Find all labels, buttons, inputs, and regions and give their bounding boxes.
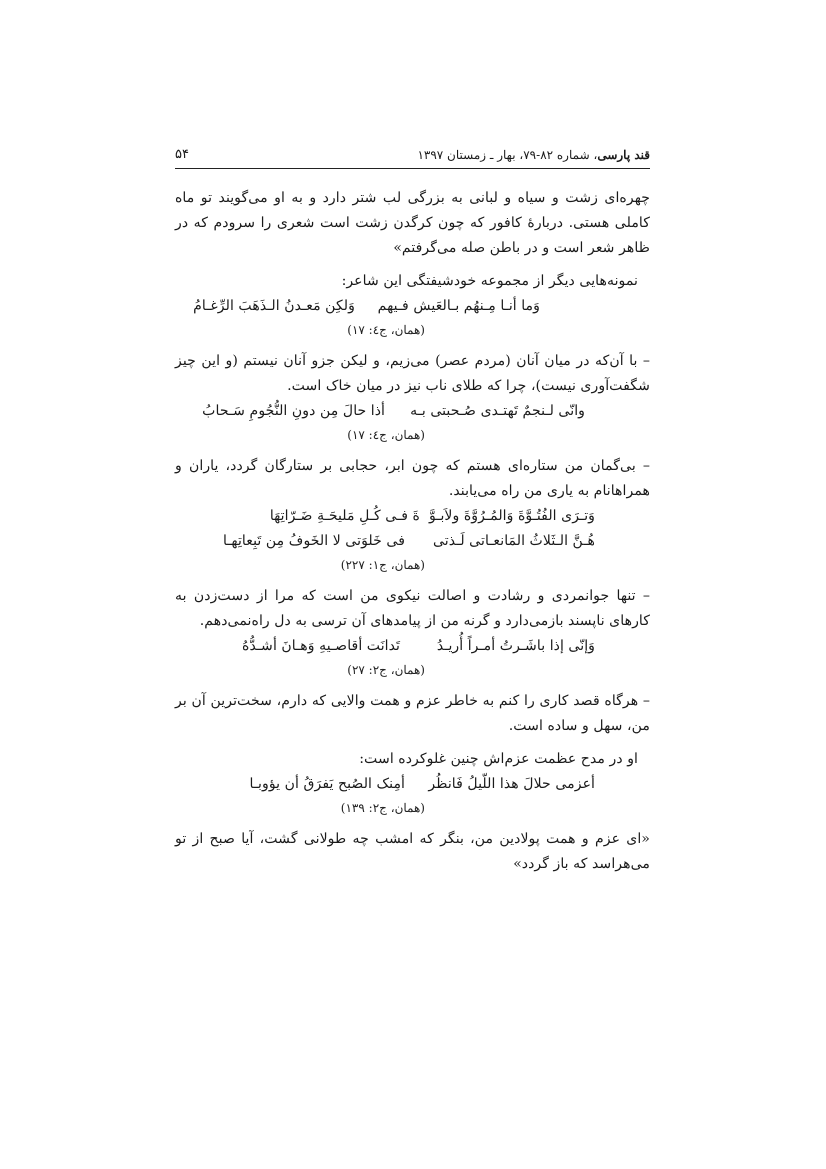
verse-1-hemistich-1: وَما أنـا مِـنهُم بـالعَیش فـیهم — [377, 298, 540, 314]
verse-5-hemistich-2: أمِنک الصُبح یَفرَقُ أن یؤوبـا — [249, 776, 405, 792]
paragraph-3: – با آن‌که در میان آنان (مردم عصر) می‌زیم، و لیکن جزو آنان نیستم (و این چیز شگفت‌آوری نیست)، چرا که طلای ناب نیز در میان خاک است. — [175, 353, 650, 394]
verse-3a-hemistich-2: ةَ فـی کُـلِ مَلیحَـةِ ضَـرّاتِهَا — [269, 508, 420, 524]
verse-5-hemistich-1: أعزمی حلالَ هذا اللّیلُ فَانظُر — [428, 776, 595, 792]
citation-1: (همان، ج٤: ١٧) — [347, 323, 425, 337]
verse-2 — [175, 399, 650, 424]
verse-2-hemistich-2: أذا حالَ مِن دونِ النُّجُومِ سَـحابُ — [202, 403, 385, 419]
running-header — [175, 142, 650, 169]
citation-5: (همان، ج٢: ١٣٩) — [340, 801, 425, 815]
paragraph-1: چهره‌ای زشت و سیاه و لبانی به بزرگی لب شتر دارد و به او می‌گویند تو ماه کاملی هستی. دربارهٔ کافور که چون کرگدن زشت است شعری را سرودم که در ظاهر شعر است و در باطن صله می‌گرفتم» — [175, 190, 650, 256]
verse-3b-hemistich-2: فی خَلوَتی لا الخَوفُ مِن تَبِعاتِهـا — [222, 533, 405, 549]
citation-2: (همان، ج٤: ١٧) — [347, 428, 425, 442]
verse-4-hemistich-1: وَإنّی إذا باشَـرتُ أمـراً أُریـدُ — [436, 638, 595, 654]
verse-1 — [175, 294, 650, 319]
journal-name: قند پارسی — [597, 148, 650, 162]
page-number: ۵۴ — [175, 147, 189, 162]
verse-2-hemistich-1: وانّی لـنجمٌ تَهتـدی صُـحبتی بـه — [410, 403, 585, 419]
paragraph-5: – تنها جوانمردی و رشادت و اصالت نیکوی من است که مرا از دست‌زدن به کارهای ناپسند بازمی‌دارد و گرنه من از پیامدهای آن ترسی به دل راه‌نمی‌دهم. — [175, 588, 650, 629]
verse-3a — [175, 504, 650, 529]
verse-1-hemistich-2: وَلکِن مَعـدنُ الـذَهَبَ الرِّغـامُ — [193, 298, 355, 314]
issue-info: ، شماره ۸۲-۷۹، بهار ـ زمستان ۱۳۹۷ — [417, 148, 598, 162]
paragraph-2: نمونه‌هایی دیگر از مجموعه خودشیفتگی این شاعر: — [341, 273, 638, 289]
journal-info — [417, 148, 650, 162]
paragraph-4: – بی‌گمان من ستاره‌ای هستم که چون ابر، حجابی بر ستارگان گردد، یاران و همراهانام به یاری من راه می‌یابند. — [175, 458, 650, 499]
verse-4-hemistich-2: تَدانَت أقاصـیهِ وَهـانَ أشـدُّهُ — [242, 638, 400, 654]
citation-3: (همان، ج١: ٢٢٧) — [340, 558, 425, 572]
verse-3a-hemistich-1: وَتـرَی الفُتُـوَّةَ وَالمُـرُوَّةَ ولاَبـوَّ — [428, 508, 595, 524]
citation-4: (همان، ج٢: ٢٧) — [347, 663, 425, 677]
paragraph-8: «ای عزم و همت پولادین من، بنگر که امشب چه طولانی گشت، آیا صبح از تو می‌هراسد که باز گردد» — [175, 831, 650, 872]
paragraph-6: – هرگاه قصد کاری را کنم به خاطر عزم و همت والایی که دارم، سخت‌ترین آن بر من، سهل و ساده است. — [175, 693, 650, 734]
body-text — [175, 186, 650, 877]
verse-5 — [175, 772, 650, 797]
verse-3b — [175, 529, 650, 554]
verse-4 — [175, 634, 650, 659]
paragraph-7: او در مدح عظمت عزم‌اش چنین غلوکرده است: — [359, 751, 638, 767]
verse-3b-hemistich-1: هُـنَّ الـثَلاثُ المَانعـاتی لَـذتی — [432, 533, 595, 549]
